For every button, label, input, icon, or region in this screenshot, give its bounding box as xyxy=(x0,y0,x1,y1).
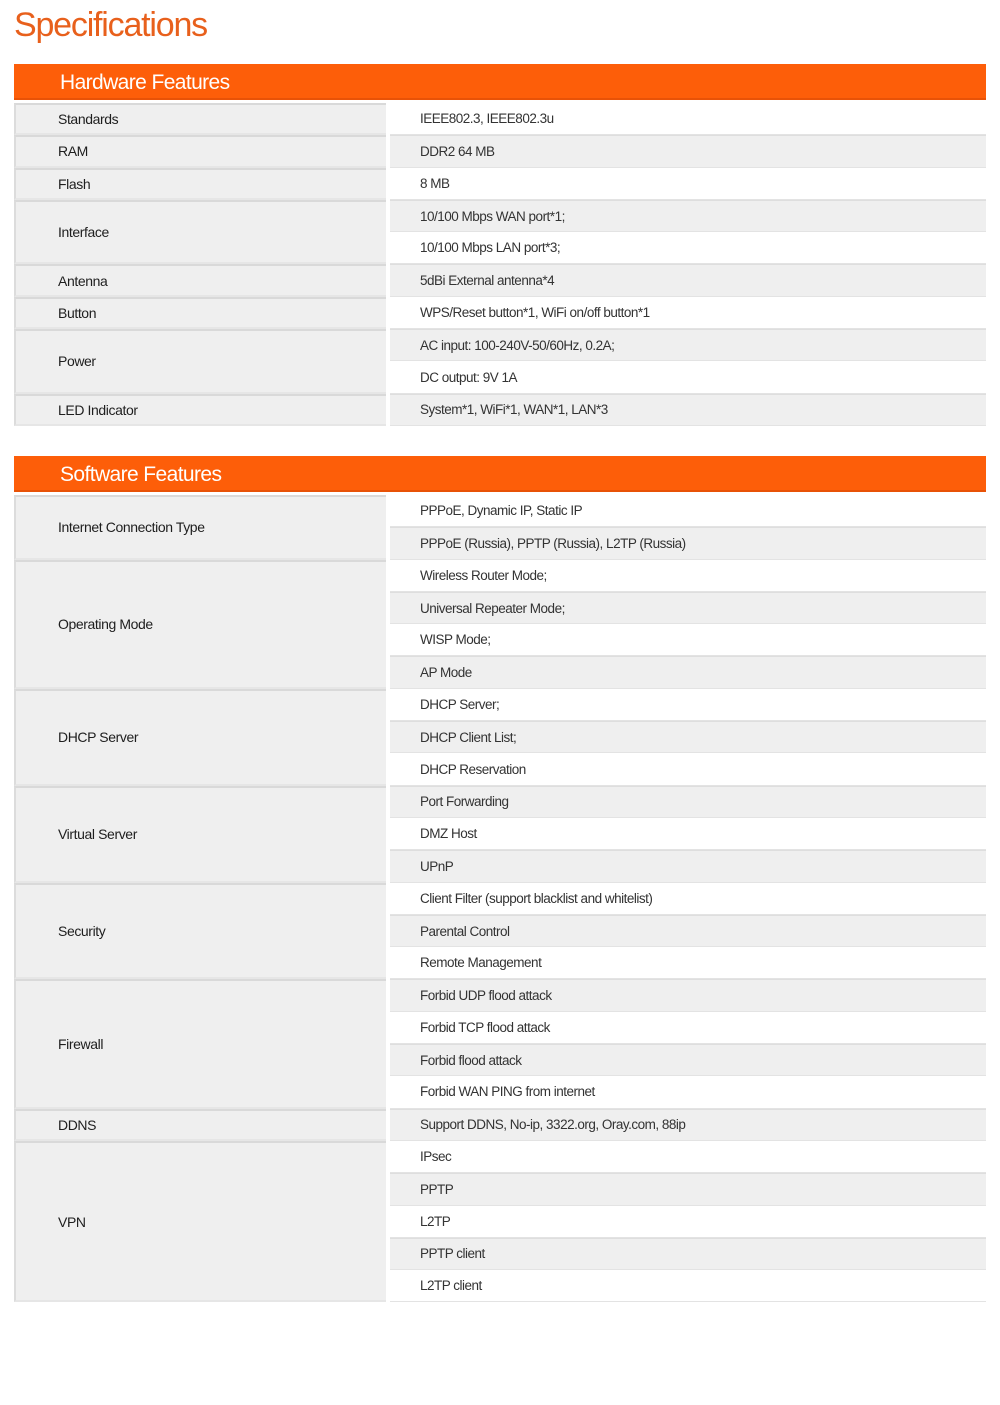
spec-value: WPS/Reset button*1, WiFi on/off button*1 xyxy=(390,297,986,329)
spec-value: DDR2 64 MB xyxy=(390,135,986,167)
spec-label: Antenna xyxy=(14,264,386,296)
spec-values xyxy=(390,1109,986,1141)
spec-row xyxy=(14,200,986,265)
spec-row xyxy=(14,689,986,786)
spec-value: Wireless Router Mode; xyxy=(390,560,986,592)
spec-value: Forbid flood attack xyxy=(390,1044,986,1076)
spec-value: Forbid TCP flood attack xyxy=(390,1012,986,1044)
section-header: Software Features xyxy=(14,456,986,492)
spec-value: 8 MB xyxy=(390,168,986,200)
spec-row xyxy=(14,1109,986,1141)
spec-row xyxy=(14,329,986,394)
spec-value: Forbid WAN PING from internet xyxy=(390,1076,986,1108)
spec-value: L2TP client xyxy=(390,1270,986,1302)
spec-label: Power xyxy=(14,329,386,394)
spec-value: DC output: 9V 1A xyxy=(390,361,986,393)
spec-value: Client Filter (support blacklist and whitelist) xyxy=(390,883,986,915)
spec-row xyxy=(14,1141,986,1302)
spec-table xyxy=(14,103,986,426)
spec-value: Support DDNS, No-ip, 3322.org, Oray.com, 88ip xyxy=(390,1109,986,1141)
hardware-features-section xyxy=(14,64,986,426)
spec-row xyxy=(14,297,986,329)
spec-value: DHCP Reservation xyxy=(390,753,986,785)
spec-value: Forbid UDP flood attack xyxy=(390,979,986,1011)
spec-values xyxy=(390,103,986,135)
spec-value: AC input: 100-240V-50/60Hz, 0.2A; xyxy=(390,329,986,361)
spec-value: DHCP Server; xyxy=(390,689,986,721)
spec-row xyxy=(14,786,986,883)
spec-value: Universal Repeater Mode; xyxy=(390,592,986,624)
spec-values xyxy=(390,786,986,883)
spec-row xyxy=(14,883,986,980)
spec-value: 10/100 Mbps WAN port*1; xyxy=(390,200,986,232)
spec-value: PPPoE (Russia), PPTP (Russia), L2TP (Russia) xyxy=(390,527,986,559)
spec-row xyxy=(14,168,986,200)
spec-label: Internet Connection Type xyxy=(14,495,386,560)
spec-values xyxy=(390,979,986,1108)
spec-value: Remote Management xyxy=(390,947,986,979)
software-features-section xyxy=(14,456,986,1302)
spec-label: Virtual Server xyxy=(14,786,386,883)
spec-value: PPTP client xyxy=(390,1238,986,1270)
spec-values xyxy=(390,297,986,329)
spec-value: PPTP xyxy=(390,1173,986,1205)
spec-row xyxy=(14,394,986,426)
spec-label: Security xyxy=(14,883,386,980)
spec-values xyxy=(390,495,986,560)
spec-values xyxy=(390,135,986,167)
section-header: Hardware Features xyxy=(14,64,986,100)
spec-values xyxy=(390,689,986,786)
spec-values xyxy=(390,560,986,689)
spec-value: DHCP Client List; xyxy=(390,721,986,753)
spec-values xyxy=(390,200,986,265)
spec-value: 5dBi External antenna*4 xyxy=(390,264,986,296)
spec-row xyxy=(14,560,986,689)
spec-value: L2TP xyxy=(390,1206,986,1238)
spec-row xyxy=(14,264,986,296)
spec-label: DDNS xyxy=(14,1109,386,1141)
spec-label: Flash xyxy=(14,168,386,200)
spec-label: Operating Mode xyxy=(14,560,386,689)
spec-label: VPN xyxy=(14,1141,386,1302)
spec-row xyxy=(14,135,986,167)
spec-label: Standards xyxy=(14,103,386,135)
spec-label: Firewall xyxy=(14,979,386,1108)
spec-values xyxy=(390,883,986,980)
spec-value: UPnP xyxy=(390,850,986,882)
spec-table xyxy=(14,495,986,1302)
spec-value: IEEE802.3, IEEE802.3u xyxy=(390,103,986,135)
spec-values xyxy=(390,1141,986,1302)
spec-label: DHCP Server xyxy=(14,689,386,786)
page-title: Specifications xyxy=(14,6,207,44)
spec-value: Parental Control xyxy=(390,915,986,947)
spec-label: Button xyxy=(14,297,386,329)
spec-values xyxy=(390,168,986,200)
spec-values xyxy=(390,329,986,394)
spec-value: 10/100 Mbps LAN port*3; xyxy=(390,232,986,264)
spec-value: IPsec xyxy=(390,1141,986,1173)
spec-value: AP Mode xyxy=(390,656,986,688)
spec-value: WISP Mode; xyxy=(390,624,986,656)
spec-label: Interface xyxy=(14,200,386,265)
spec-label: RAM xyxy=(14,135,386,167)
spec-label: LED Indicator xyxy=(14,394,386,426)
spec-values xyxy=(390,394,986,426)
spec-values xyxy=(390,264,986,296)
spec-row xyxy=(14,103,986,135)
spec-row xyxy=(14,979,986,1108)
spec-value: System*1, WiFi*1, WAN*1, LAN*3 xyxy=(390,394,986,426)
spec-value: PPPoE, Dynamic IP, Static IP xyxy=(390,495,986,527)
spec-value: DMZ Host xyxy=(390,818,986,850)
spec-row xyxy=(14,495,986,560)
spec-value: Port Forwarding xyxy=(390,786,986,818)
